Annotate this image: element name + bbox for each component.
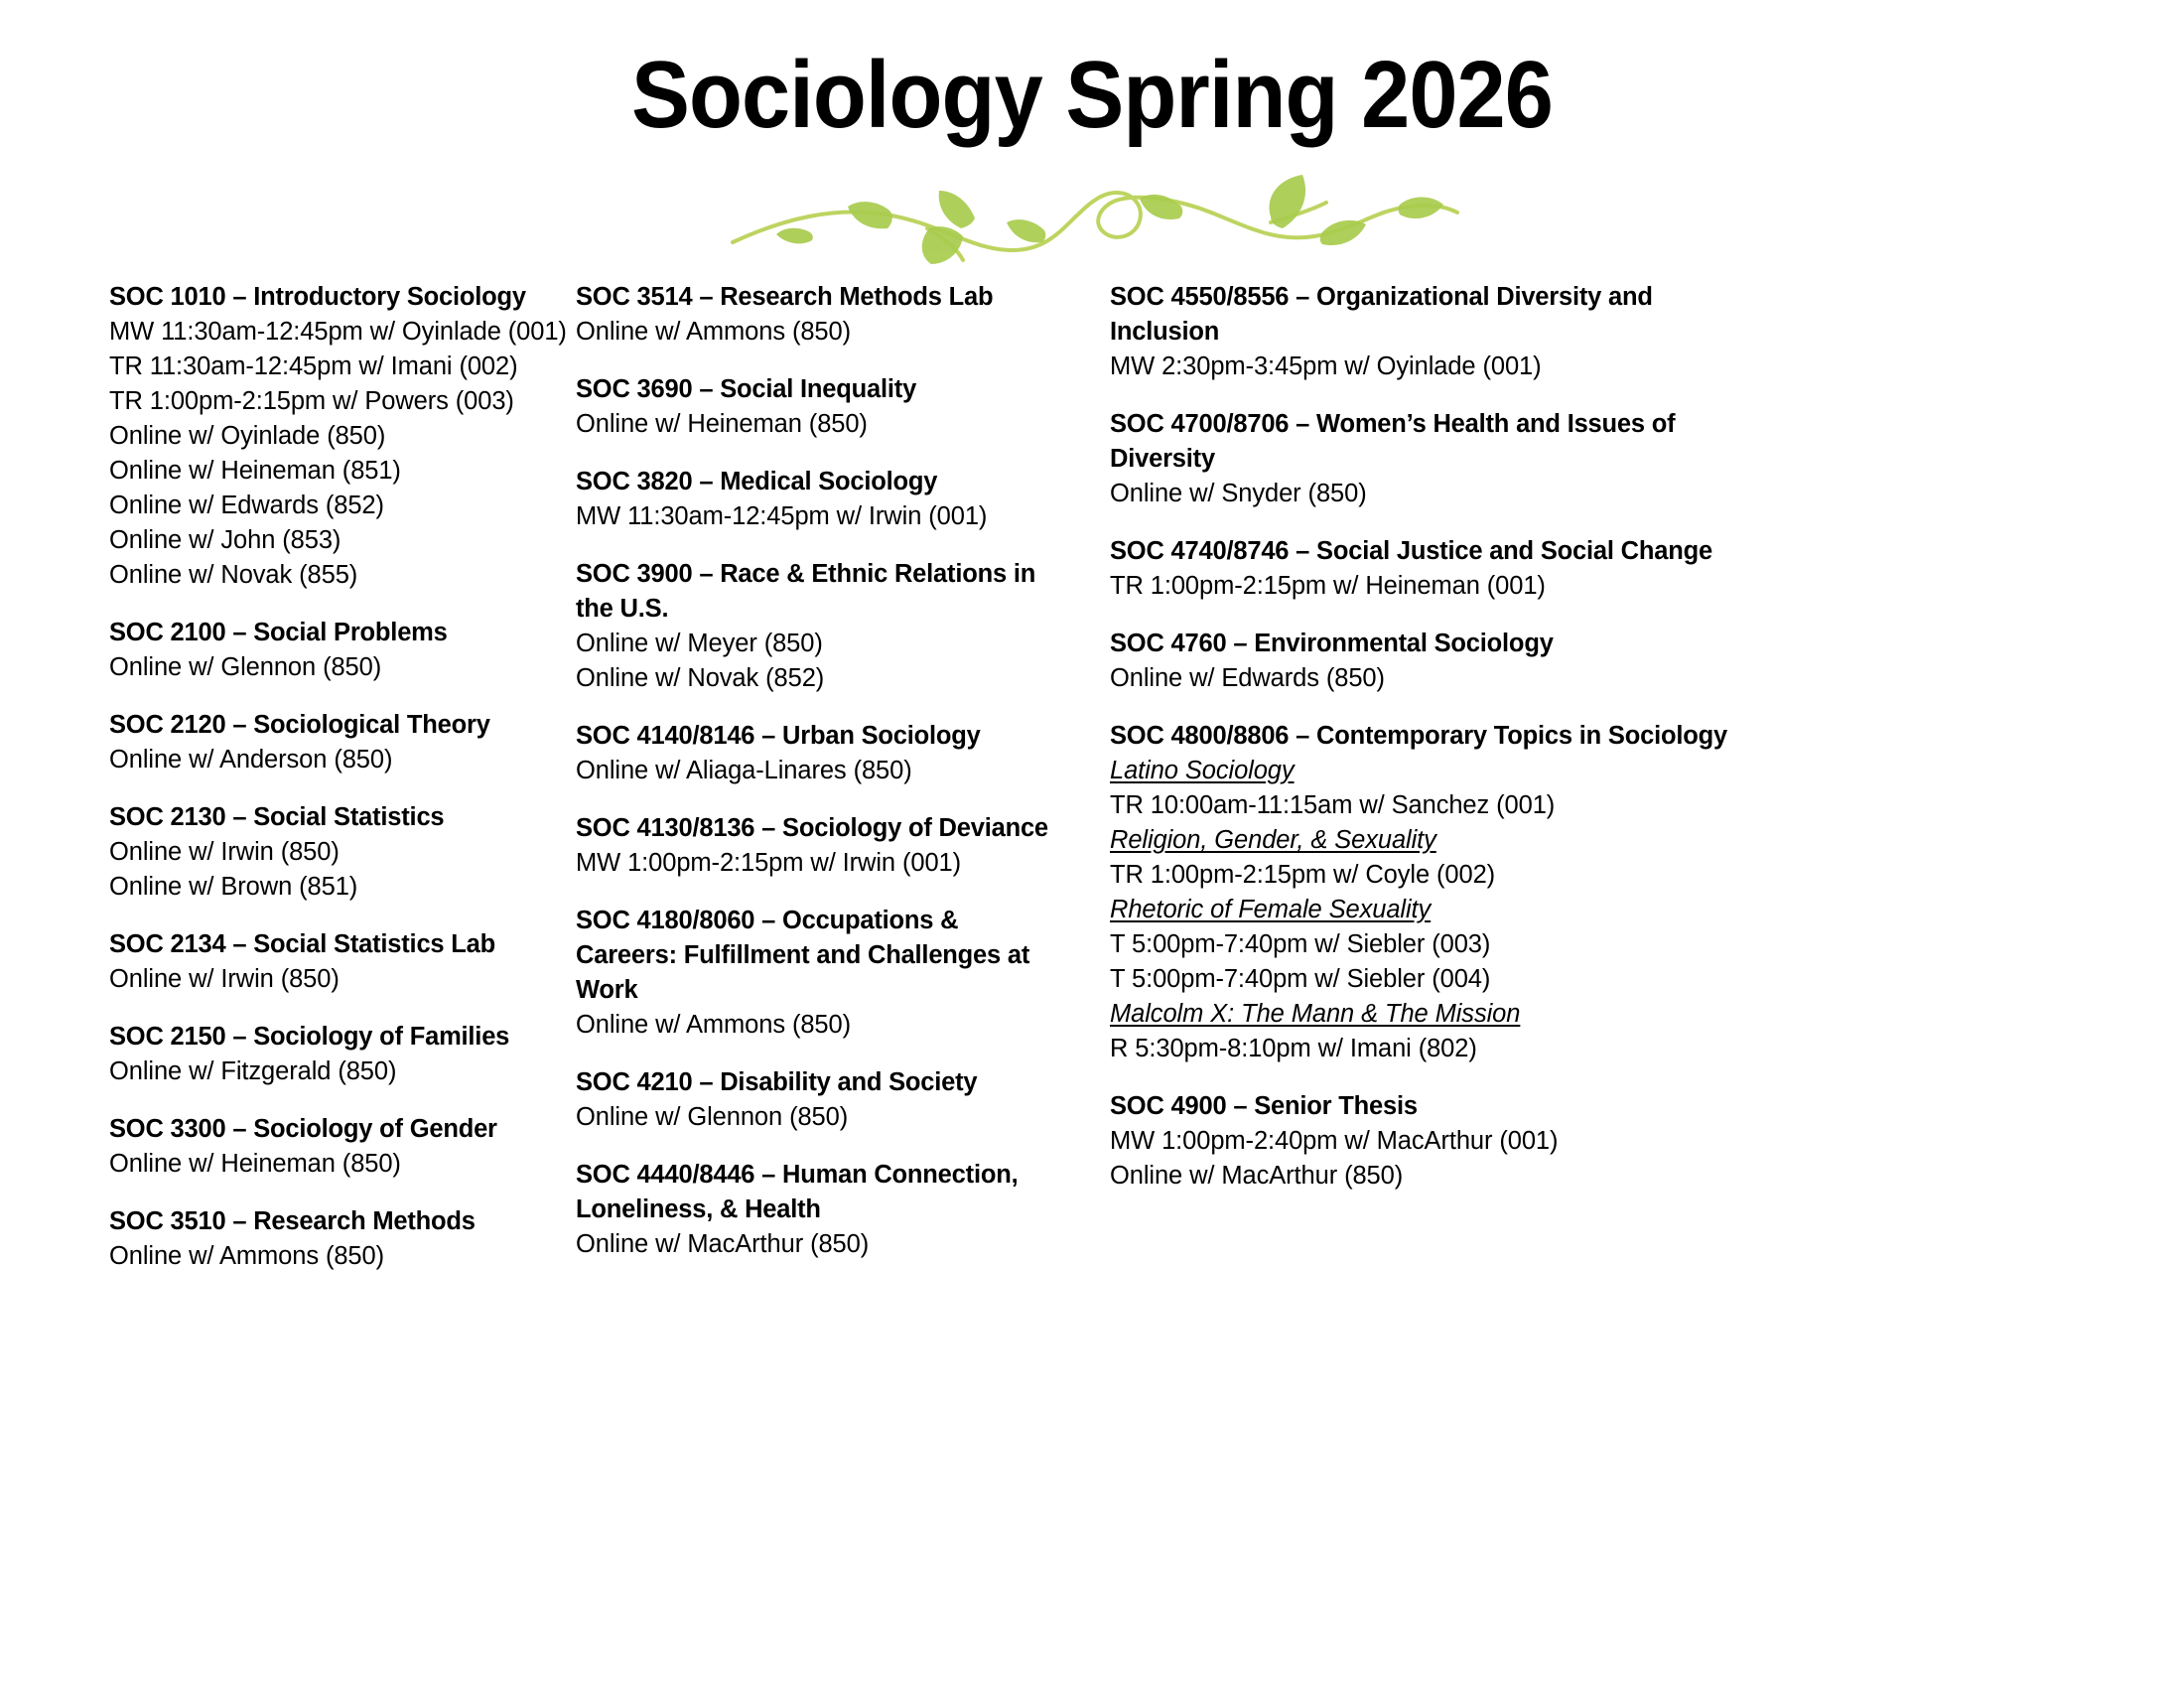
- course-entry: [576, 904, 1062, 1043]
- course-topic-subtitle: Malcolm X: The Mann & The Mission: [1110, 1000, 1521, 1028]
- course-section-line: MW 2:30pm-3:45pm w/ Oyinlade (001): [1110, 352, 1542, 380]
- course-section-line: TR 10:00am-11:15am w/ Sanchez (001): [1110, 791, 1556, 819]
- column-1: [109, 280, 576, 1274]
- course-entry: [109, 708, 576, 777]
- course-title: SOC 4210 – Disability and Society: [576, 1068, 978, 1096]
- column-2: [576, 280, 1062, 1262]
- course-section-line: MW 1:00pm-2:40pm w/ MacArthur (001): [1110, 1127, 1559, 1155]
- course-section-line: Online w/ MacArthur (850): [1110, 1162, 1404, 1190]
- course-section-line: Online w/ Heineman (851): [109, 457, 401, 485]
- column-3: [1110, 280, 1745, 1194]
- course-section-line: R 5:30pm-8:10pm w/ Imani (802): [1110, 1035, 1477, 1062]
- course-section-line: Online w/ Anderson (850): [109, 746, 393, 774]
- course-section-line: Online w/ Glennon (850): [109, 653, 382, 681]
- course-title: SOC 3690 – Social Inequality: [576, 375, 917, 403]
- course-title: SOC 4800/8806 – Contemporary Topics in Sociology: [1110, 722, 1727, 750]
- course-section-line: TR 11:30am-12:45pm w/ Imani (002): [109, 352, 518, 380]
- course-title: SOC 3510 – Research Methods: [109, 1207, 476, 1235]
- course-title: SOC 4550/8556 – Organizational Diversity and Inclusion: [1110, 283, 1653, 346]
- course-section-line: Online w/ Brown (851): [109, 873, 358, 901]
- leafy-vine-icon: [715, 167, 1469, 274]
- course-entry: [109, 616, 576, 685]
- course-entry: [576, 719, 1062, 788]
- course-entry: [1110, 534, 1745, 604]
- course-entry: [1110, 719, 1745, 1066]
- course-entry: [1110, 280, 1745, 384]
- course-entry: [1110, 407, 1745, 511]
- course-section-line: Online w/ Heineman (850): [576, 410, 868, 438]
- course-entry: [1110, 627, 1745, 696]
- course-entry: [109, 927, 576, 997]
- course-section-line: Online w/ Novak (852): [576, 664, 825, 692]
- course-section-line: Online w/ Edwards (852): [109, 492, 384, 519]
- course-title: SOC 4180/8060 – Occupations & Careers: Fulfillment and Challenges at Work: [576, 907, 1030, 1004]
- course-title: SOC 4140/8146 – Urban Sociology: [576, 722, 981, 750]
- course-section-line: Online w/ Ammons (850): [576, 318, 851, 346]
- course-entry: [576, 280, 1062, 350]
- course-entry: [576, 557, 1062, 696]
- course-entry: [1110, 1089, 1745, 1194]
- course-section-line: Online w/ Edwards (850): [1110, 664, 1385, 692]
- course-title: SOC 4760 – Environmental Sociology: [1110, 630, 1554, 657]
- course-columns: [0, 280, 2184, 1274]
- course-topic-subtitle: Religion, Gender, & Sexuality: [1110, 826, 1436, 854]
- course-title: SOC 3514 – Research Methods Lab: [576, 283, 994, 311]
- course-section-line: Online w/ Heineman (850): [109, 1150, 401, 1178]
- course-title: SOC 2120 – Sociological Theory: [109, 711, 490, 739]
- course-section-line: Online w/ Meyer (850): [576, 630, 823, 657]
- course-title: SOC 3820 – Medical Sociology: [576, 468, 938, 495]
- course-entry: [109, 1020, 576, 1089]
- course-entry: [576, 1158, 1062, 1262]
- course-title: SOC 2130 – Social Statistics: [109, 803, 445, 831]
- course-section-line: Online w/ Glennon (850): [576, 1103, 849, 1131]
- course-section-line: MW 11:30am-12:45pm w/ Oyinlade (001): [109, 318, 567, 346]
- course-topic-subtitle: Latino Sociology: [1110, 757, 1295, 784]
- course-topic-subtitle: Rhetoric of Female Sexuality: [1110, 896, 1432, 923]
- course-section-line: TR 1:00pm-2:15pm w/ Heineman (001): [1110, 572, 1546, 600]
- course-entry: [576, 465, 1062, 534]
- decorative-vine-ornament: [0, 165, 2184, 276]
- course-section-line: T 5:00pm-7:40pm w/ Siebler (003): [1110, 930, 1491, 958]
- course-entry: [109, 800, 576, 905]
- page-title: Sociology Spring 2026: [631, 42, 1553, 148]
- course-entry: [576, 372, 1062, 442]
- course-title: SOC 3900 – Race & Ethnic Relations in the U.S.: [576, 560, 1036, 623]
- course-entry: [576, 811, 1062, 881]
- course-title: SOC 2150 – Sociology of Families: [109, 1023, 510, 1051]
- course-title: SOC 4700/8706 – Women’s Health and Issues of Diversity: [1110, 410, 1676, 473]
- course-section-line: Online w/ Snyder (850): [1110, 480, 1367, 507]
- course-section-line: MW 1:00pm-2:15pm w/ Irwin (001): [576, 849, 962, 877]
- course-title: SOC 2134 – Social Statistics Lab: [109, 930, 496, 958]
- course-entry: [109, 1204, 576, 1274]
- course-section-line: T 5:00pm-7:40pm w/ Siebler (004): [1110, 965, 1491, 993]
- course-section-line: Online w/ MacArthur (850): [576, 1230, 870, 1258]
- course-entry: [576, 1065, 1062, 1135]
- course-entry: [109, 280, 576, 593]
- course-title: SOC 4440/8446 – Human Connection, Loneliness, & Health: [576, 1161, 1019, 1223]
- course-title: SOC 4900 – Senior Thesis: [1110, 1092, 1418, 1120]
- course-section-line: TR 1:00pm-2:15pm w/ Coyle (002): [1110, 861, 1496, 889]
- course-section-line: TR 1:00pm-2:15pm w/ Powers (003): [109, 387, 514, 415]
- course-section-line: Online w/ Ammons (850): [576, 1011, 851, 1039]
- course-section-line: Online w/ Irwin (850): [109, 838, 340, 866]
- course-section-line: Online w/ Novak (855): [109, 561, 358, 589]
- course-section-line: Online w/ John (853): [109, 526, 341, 554]
- course-title: SOC 3300 – Sociology of Gender: [109, 1115, 497, 1143]
- course-section-line: Online w/ Ammons (850): [109, 1242, 384, 1270]
- course-entry: [109, 1112, 576, 1182]
- course-title: SOC 1010 – Introductory Sociology: [109, 283, 526, 311]
- course-section-line: MW 11:30am-12:45pm w/ Irwin (001): [576, 502, 988, 530]
- course-title: SOC 4740/8746 – Social Justice and Social Change: [1110, 537, 1712, 565]
- course-title: SOC 2100 – Social Problems: [109, 619, 448, 646]
- course-section-line: Online w/ Oyinlade (850): [109, 422, 386, 450]
- course-section-line: Online w/ Fitzgerald (850): [109, 1057, 397, 1085]
- course-title: SOC 4130/8136 – Sociology of Deviance: [576, 814, 1048, 842]
- course-section-line: Online w/ Irwin (850): [109, 965, 340, 993]
- course-section-line: Online w/ Aliaga-Linares (850): [576, 757, 912, 784]
